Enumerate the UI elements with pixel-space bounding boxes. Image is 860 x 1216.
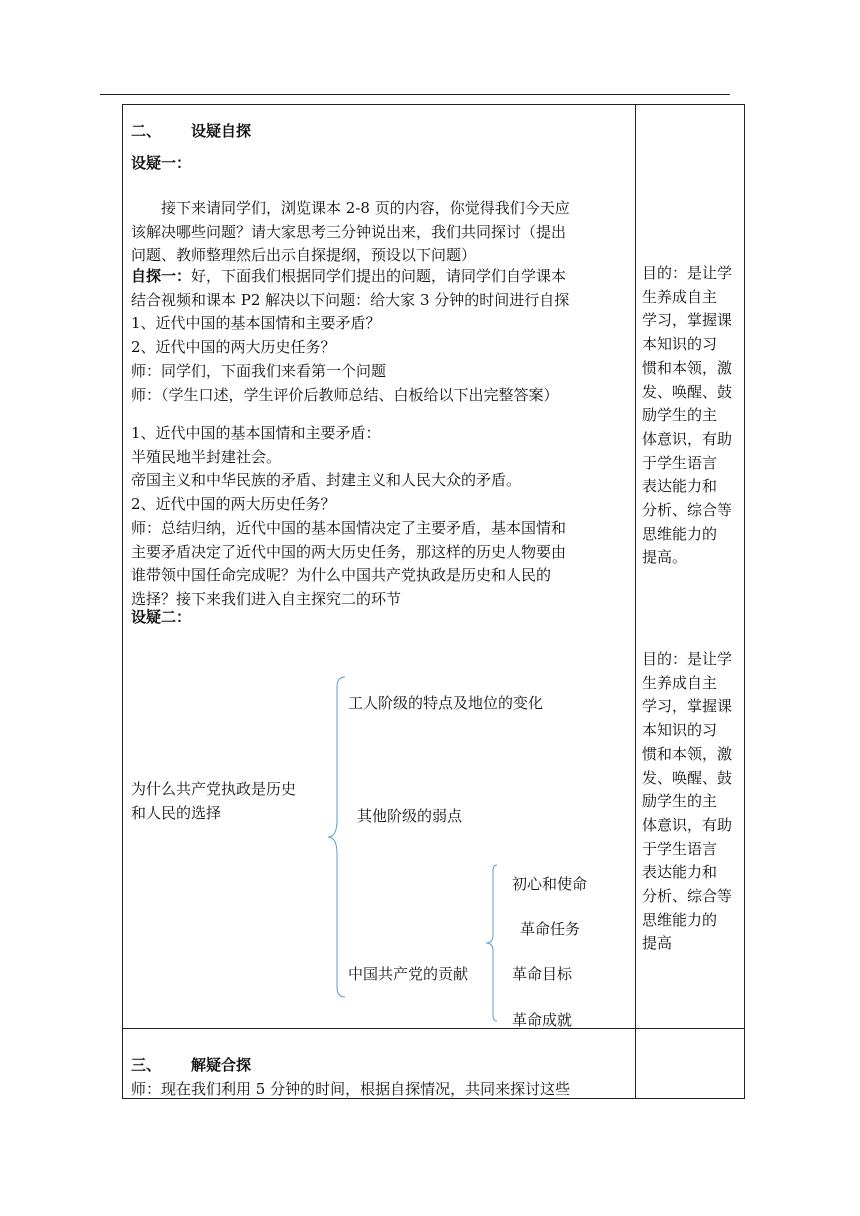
note-line: 生养成自主 — [642, 673, 718, 692]
note-line: 于学生语言 — [642, 839, 718, 858]
answer-line: 师：总结归纳，近代中国的基本国情决定了主要矛盾，基本国情和 — [131, 518, 567, 537]
diagram-sub-3: 革命目标 — [512, 965, 573, 983]
self-explore-line: 1、近代中国的基本国情和主要矛盾？ — [131, 314, 381, 333]
section3-heading: 解疑合探 — [191, 1056, 252, 1074]
answer-line: 帝国主义和中华民族的矛盾、封建主义和人民大众的矛盾。 — [131, 471, 522, 490]
intro-line: 该解决哪些问题？请大家思考三分钟说出来，我们共同探讨（提出 — [131, 222, 567, 241]
answer-line: 选择？接下来我们进入自主探究二的环节 — [131, 589, 402, 608]
note-line: 本知识的习 — [642, 721, 718, 740]
self-explore-line: 2、近代中国的两大历史任务？ — [131, 338, 336, 357]
answer-line: 半殖民地半封建社会。 — [131, 447, 282, 466]
diagram-branch-3: 中国共产党的贡献 — [348, 965, 469, 983]
sub-brace — [481, 863, 503, 1026]
note-line: 体意识，有助 — [642, 429, 733, 448]
section3-first-line: 师：现在我们利用 5 分钟的时间，根据自探情况，共同来探讨这些 — [131, 1080, 571, 1098]
section2-number: 二、 — [131, 122, 162, 140]
note-line: 惯和本领，激 — [642, 744, 733, 763]
intro-paragraph — [131, 197, 631, 268]
diagram-branch-2: 其他阶级的弱点 — [357, 807, 463, 825]
note-line: 表达能力和 — [642, 477, 718, 496]
note-line: 思维能力的 — [642, 910, 718, 929]
diagram-sub-4: 革命成就 — [512, 1011, 573, 1029]
note-line: 于学生语言 — [642, 453, 718, 472]
question1-label: 设疑一： — [131, 154, 192, 172]
lesson-table — [122, 104, 745, 1099]
intro-line: 问题、教师整理然后出示自探提纲，预设以下问题） — [131, 246, 477, 265]
note-line: 学习，掌握课 — [642, 697, 733, 716]
note-line: 学习，掌握课 — [642, 311, 733, 330]
diagram-root-line: 为什么共产党执政是历史 — [131, 780, 297, 798]
section2-heading: 设疑自探 — [191, 122, 252, 140]
note-line: 提高 — [642, 934, 673, 953]
diagram-root — [131, 778, 341, 825]
note-line: 励学生的主 — [642, 406, 718, 425]
note-line: 分析、综合等 — [642, 887, 733, 906]
note-line: 表达能力和 — [642, 863, 718, 882]
note-line: 提高。 — [642, 548, 688, 567]
note-line: 体意识，有助 — [642, 815, 733, 834]
note-line: 惯和本领，激 — [642, 358, 733, 377]
self-explore-label: 自探一： — [131, 267, 192, 285]
header-rule — [100, 94, 730, 95]
answer-block — [131, 422, 631, 612]
column-divider — [635, 105, 636, 1098]
note-line: 生养成自主 — [642, 287, 718, 306]
note-line: 目的：是让学 — [642, 264, 733, 282]
note-line: 本知识的习 — [642, 335, 718, 354]
answer-line: 主要矛盾决定了近代中国的两大历史任务，那这样的历史人物要由 — [131, 542, 567, 561]
row-divider — [123, 1028, 744, 1029]
diagram-branch-1: 工人阶级的特点及地位的变化 — [348, 694, 544, 712]
diagram-root-line: 和人民的选择 — [131, 803, 222, 822]
purpose-note-2 — [642, 648, 742, 956]
self-explore-line: 师：同学们，下面我们来看第一个问题 — [131, 361, 387, 380]
main-brace — [323, 675, 353, 1000]
answer-line: 2、近代中国的两大历史任务？ — [131, 495, 336, 514]
answer-line: 谁带领中国任命完成呢？为什么中国共产党执政是历史和人民的 — [131, 566, 552, 585]
note-line: 发、唤醒、鼓 — [642, 382, 733, 401]
question2-label: 设疑二： — [131, 608, 192, 626]
note-line: 思维能力的 — [642, 524, 718, 543]
diagram-sub-1: 初心和使命 — [512, 875, 588, 893]
note-line: 目的：是让学 — [642, 650, 733, 668]
self-explore-text: 好，下面我们根据同学们提出的问题，请同学们自学课本 — [191, 267, 567, 285]
note-line: 分析、综合等 — [642, 501, 733, 520]
answer-line: 1、近代中国的基本国情和主要矛盾： — [131, 424, 381, 442]
self-explore-line: 师：（学生口述，学生评价后教师总结、白板给以下出完整答案） — [131, 385, 559, 404]
note-line: 励学生的主 — [642, 792, 718, 811]
diagram-sub-2: 革命任务 — [520, 920, 581, 938]
purpose-note-1 — [642, 262, 742, 570]
section3-number: 三、 — [131, 1056, 162, 1074]
self-explore-line: 结合视频和课本 P2 解决以下问题：给大家 3 分钟的时间进行自探 — [131, 290, 570, 309]
note-line: 发、唤醒、鼓 — [642, 768, 733, 787]
intro-line: 接下来请同学们，浏览课本 2-8 页的内容，你觉得我们今天应 — [161, 199, 570, 217]
self-explore-block — [131, 265, 631, 407]
